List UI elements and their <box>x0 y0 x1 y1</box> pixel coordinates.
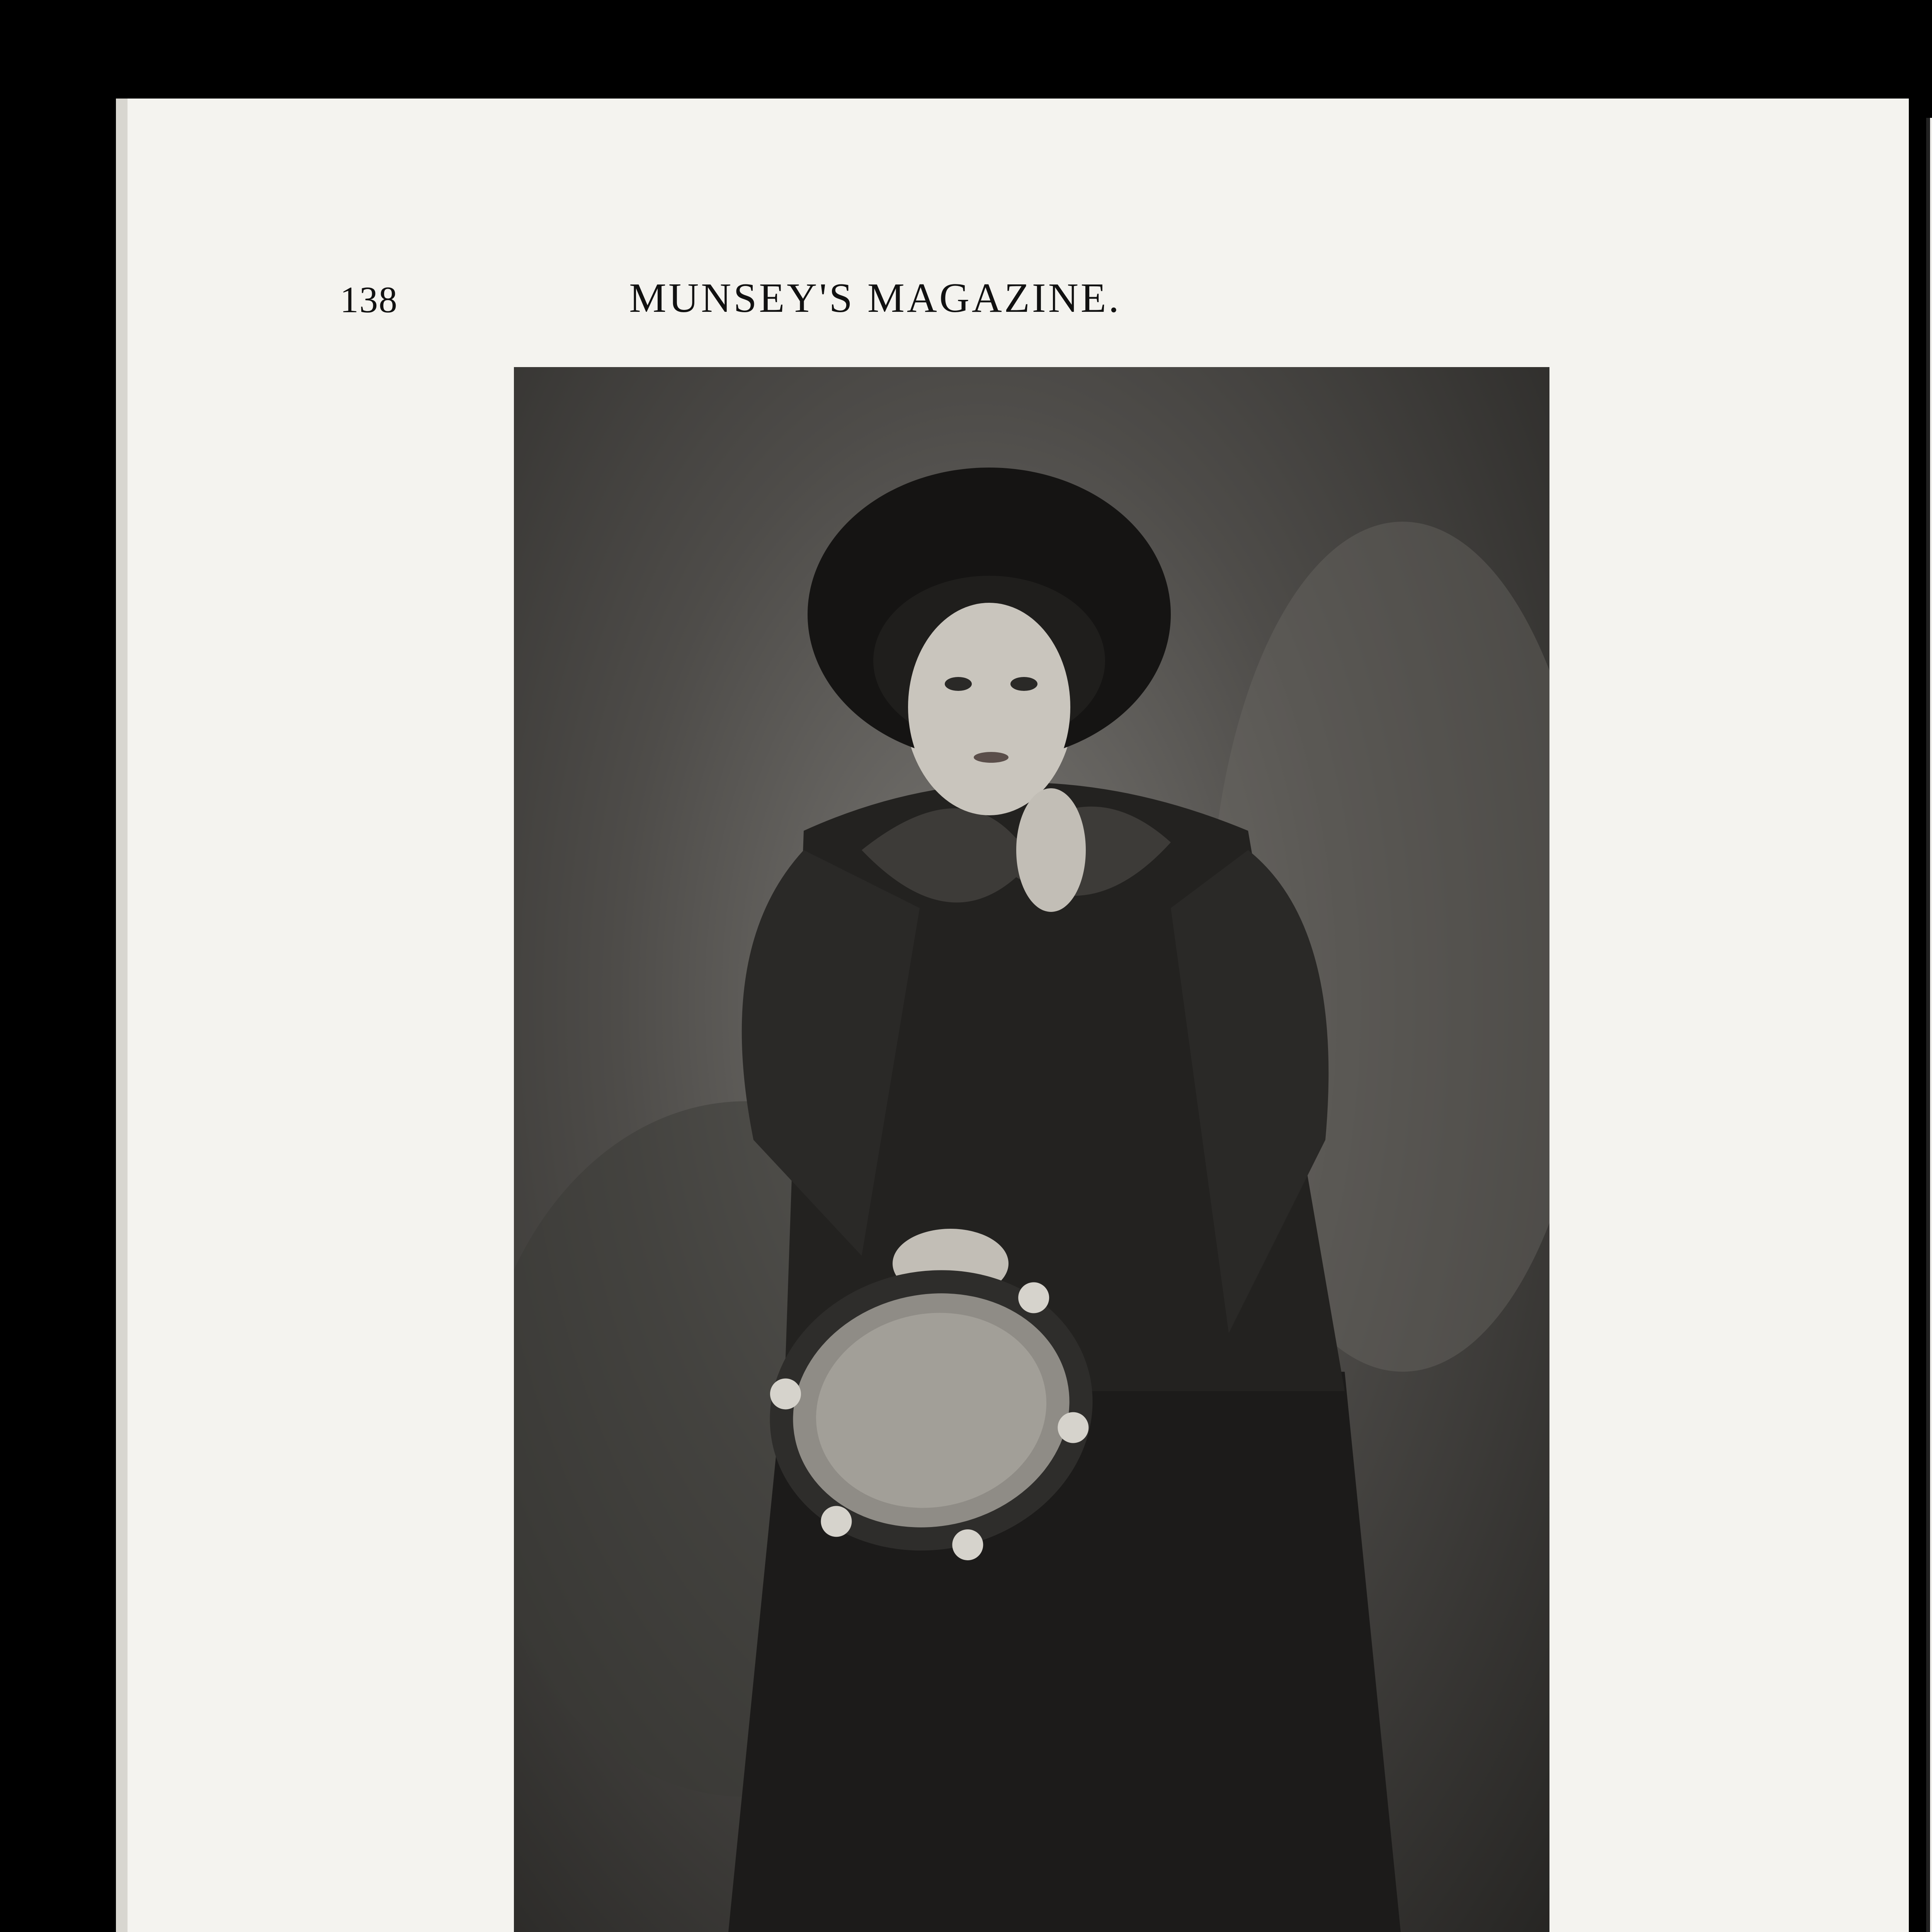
next-page-edge <box>1926 118 1932 1932</box>
running-head <box>340 270 1294 328</box>
portrait-figure-illustration <box>514 367 1549 1932</box>
magazine-title: MUNSEY'S MAGAZINE. <box>629 275 1121 321</box>
portrait-photograph <box>514 367 1549 1932</box>
page-number: 138 <box>340 279 398 320</box>
